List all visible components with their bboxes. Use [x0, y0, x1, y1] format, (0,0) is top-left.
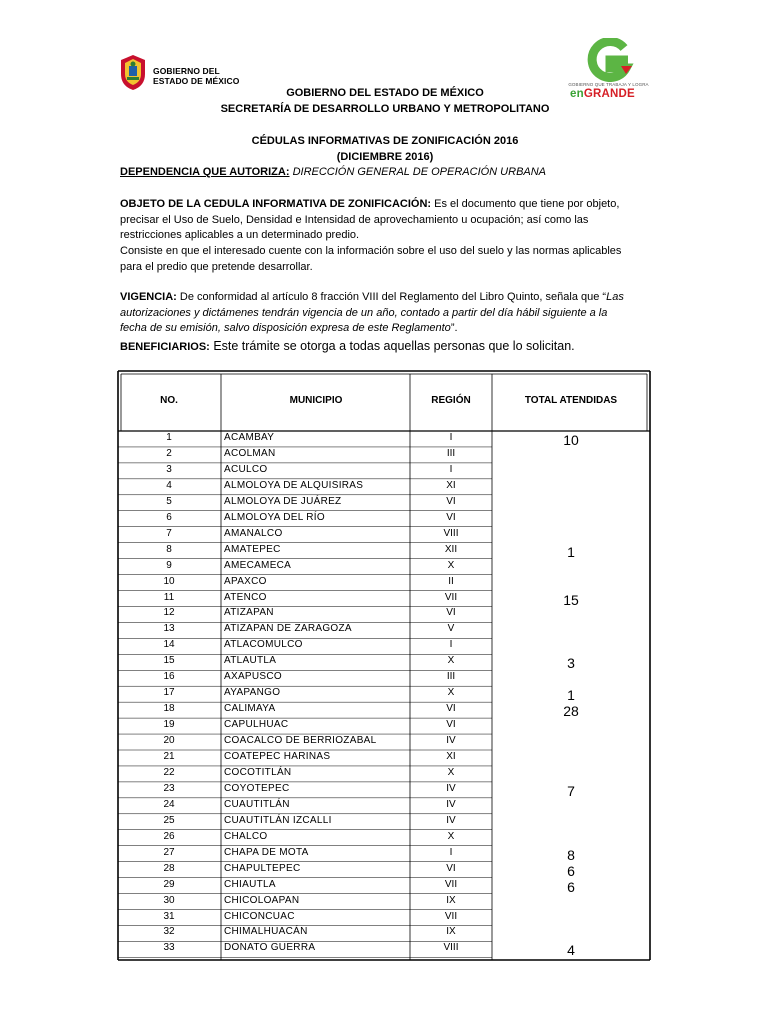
row-region: VI: [446, 719, 456, 731]
row-region: XII: [444, 543, 458, 555]
row-region: VI: [446, 607, 456, 619]
objeto-label: OBJETO DE LA CEDULA INFORMATIVA DE ZONIFICACIÓN:: [120, 198, 432, 210]
row-region: IV: [446, 735, 456, 747]
row-total: 15: [563, 591, 579, 608]
row-region: VI: [446, 511, 456, 523]
row-region: III: [446, 671, 456, 683]
row-number: 22: [163, 766, 175, 778]
dependencia-value: DIRECCIÓN GENERAL DE OPERACIÓN URBANA: [292, 166, 547, 178]
row-number: 14: [163, 639, 175, 651]
row-municipio: AMATEPEC: [224, 543, 281, 555]
header-no: NO.: [160, 395, 178, 406]
row-municipio: AMANALCO: [224, 527, 283, 539]
header-region: REGIÓN: [431, 395, 471, 406]
row-municipio: CHICOLOAPAN: [224, 894, 300, 906]
row-region: XI: [446, 479, 456, 491]
row-region: VII: [444, 910, 458, 922]
objeto-line1: [120, 197, 648, 213]
beneficiarios-line: [120, 339, 575, 353]
row-number: 32: [163, 926, 175, 938]
row-municipio: COACALCO DE BERRIOZABAL: [224, 735, 377, 747]
row-region: VII: [444, 878, 458, 890]
objeto-line3: restricciones aplicables a un determinado predio.: [120, 229, 360, 242]
row-number: 27: [163, 846, 175, 858]
row-municipio: COYOTEPEC: [224, 782, 290, 794]
objeto-line4: Consiste en que el interesado cuente con la información sobre el uso del suelo y las normas aplicables: [120, 245, 622, 258]
row-number: 16: [163, 671, 175, 683]
row-number: 17: [163, 687, 175, 699]
header-total: TOTAL ATENDIDAS: [524, 395, 618, 406]
row-total: 28: [563, 703, 579, 720]
row-municipio: ATIZAPAN DE ZARAGOZA: [224, 623, 352, 635]
row-region: IX: [446, 894, 456, 906]
row-number: 23: [163, 782, 175, 794]
row-municipio: CHALCO: [224, 830, 268, 842]
row-number: 10: [163, 575, 175, 587]
beneficiarios-label: BENEFICIARIOS:: [120, 341, 210, 353]
g-letter-icon: [566, 38, 651, 82]
row-number: 4: [166, 479, 172, 491]
row-municipio: ACOLMAN: [224, 447, 276, 459]
dependencia-line: [120, 166, 546, 178]
row-municipio: ACAMBAY: [224, 432, 275, 443]
row-number: 5: [166, 495, 172, 507]
row-region: I: [449, 432, 453, 443]
row-region: I: [449, 463, 453, 475]
gobierno-logo-text: [153, 66, 239, 86]
row-municipio: ATLACOMULCO: [224, 639, 303, 651]
row-municipio: CHAPULTEPEC: [224, 862, 301, 874]
row-total: 3: [567, 655, 575, 672]
row-number: 19: [163, 719, 175, 731]
row-municipio: AYAPANGO: [224, 687, 281, 699]
row-region: VI: [446, 495, 456, 507]
vigencia-line1-italic: Las: [606, 291, 624, 303]
row-number: 25: [163, 814, 175, 826]
objeto-line1-text: Es el documento que tiene por objeto,: [431, 198, 620, 210]
title-cedulas: CÉDULAS INFORMATIVAS DE ZONIFICACIÓN 2016: [251, 135, 519, 147]
beneficiarios-text: Este trámite se otorga a todas aquellas personas que lo solicitan.: [209, 339, 575, 353]
row-total: 8: [567, 846, 575, 863]
row-municipio: CHIMALHUACÁN: [224, 926, 308, 938]
vigencia-line2: autorizaciones y dictámenes tendrán vigencia de un año, contado a partir del día hábil siguiente a la: [120, 306, 608, 319]
row-number: 21: [163, 751, 175, 762]
row-region: X: [447, 830, 455, 842]
brand-grande: GRANDE: [583, 88, 635, 100]
vigencia-line1: [120, 290, 648, 306]
brand-en: en: [570, 88, 584, 100]
row-region: I: [449, 639, 453, 651]
engrande-slogan: GOBIERNO QUE TRABAJA Y LOGRA: [568, 82, 649, 87]
row-region: II: [448, 575, 454, 587]
row-total: 7: [567, 782, 575, 799]
row-number: 3: [166, 463, 172, 475]
coat-of-arms-icon: [118, 52, 148, 92]
vigencia-line3-end: ”.: [450, 322, 458, 335]
row-municipio: CHAPA DE MOTA: [224, 846, 309, 858]
vigencia-line3-italic: fecha de su emisión, salvo disposición expresa de este Reglamento: [120, 322, 451, 335]
row-region: III: [446, 447, 456, 459]
row-municipio: ALMOLOYA DEL RÍO: [224, 511, 325, 523]
vigencia-line3: [120, 321, 648, 337]
row-region: VII: [444, 591, 458, 603]
vigencia-label: VIGENCIA:: [120, 291, 177, 303]
row-municipio: AXAPUSCO: [224, 671, 282, 683]
row-municipio: ATLAUTLA: [224, 655, 277, 667]
gobierno-logo-line1: GOBIERNO DEL: [153, 66, 220, 76]
row-region: VI: [446, 703, 456, 715]
header-municipio: MUNICIPIO: [289, 395, 343, 406]
row-number: 24: [163, 798, 175, 810]
row-number: 2: [166, 447, 172, 459]
row-region: VIII: [443, 942, 459, 954]
row-number: 28: [163, 862, 175, 874]
row-number: 33: [163, 942, 175, 954]
objeto-line5: para el predio que pretende desarrollar.: [120, 260, 313, 273]
row-region: X: [447, 655, 455, 667]
row-number: 18: [163, 703, 175, 715]
row-total: 1: [567, 687, 575, 704]
row-municipio: CHIAUTLA: [224, 878, 276, 890]
row-total: 1: [567, 543, 575, 560]
row-region: X: [447, 766, 455, 778]
row-region: X: [447, 559, 455, 571]
row-region: IV: [446, 814, 456, 826]
row-municipio: CUAUTITLÁN: [224, 798, 290, 810]
gobierno-logo-line2: ESTADO DE MÉXICO: [153, 76, 240, 86]
title-date: (DICIEMBRE 2016): [336, 151, 434, 163]
row-number: 20: [163, 735, 175, 747]
row-number: 7: [166, 527, 172, 539]
title-gobierno: GOBIERNO DEL ESTADO DE MÉXICO: [286, 87, 484, 99]
row-number: 26: [163, 830, 175, 842]
row-number: 8: [166, 543, 172, 555]
row-region: VIII: [443, 527, 459, 539]
row-region: X: [447, 687, 455, 699]
row-number: 9: [166, 559, 172, 571]
row-region: I: [449, 846, 453, 858]
row-region: IX: [446, 926, 456, 938]
row-total: 6: [567, 878, 575, 895]
row-municipio: DONATO GUERRA: [224, 942, 316, 954]
row-region: VI: [446, 862, 456, 874]
row-municipio: ATIZAPAN: [224, 607, 274, 619]
row-number: 30: [163, 894, 175, 906]
row-municipio: ACULCO: [224, 463, 268, 475]
row-number: 15: [163, 655, 175, 667]
row-total: 4: [567, 942, 575, 959]
row-municipio: ALMOLOYA DE ALQUISIRAS: [224, 479, 364, 491]
row-number: 1: [166, 432, 172, 443]
row-municipio: CALIMAYA: [224, 703, 276, 715]
row-municipio: APAXCO: [224, 575, 267, 587]
row-region: IV: [446, 782, 456, 794]
row-region: XI: [446, 751, 456, 762]
row-municipio: COCOTITLÁN: [224, 766, 292, 778]
row-municipio: ATENCO: [224, 591, 267, 603]
row-total: 10: [563, 432, 579, 448]
row-municipio: CAPULHUAC: [224, 719, 289, 731]
row-region: IV: [446, 798, 456, 810]
row-total: 6: [567, 862, 575, 879]
row-municipio: CHICONCUAC: [224, 910, 295, 922]
dependencia-label: DEPENDENCIA QUE AUTORIZA:: [120, 166, 290, 178]
row-municipio: CUAUTITLÁN IZCALLI: [224, 814, 332, 826]
row-municipio: COATEPEC HARINAS: [224, 751, 331, 762]
row-municipio: ALMOLOYA DE JUÁREZ: [224, 495, 342, 507]
row-number: 29: [163, 878, 175, 890]
objeto-line2: precisar el Uso de Suelo, Densidad e Intensidad de aprovechamiento u ocupación; así como las: [120, 213, 589, 226]
row-municipio: AMECAMECA: [224, 559, 292, 571]
title-secretaria: SECRETARÍA DE DESARROLLO URBANO Y METROPOLITANO: [220, 103, 550, 115]
row-number: 13: [163, 623, 175, 635]
row-number: 11: [163, 591, 175, 603]
row-number: 12: [163, 607, 175, 619]
objeto-paragraph: [120, 197, 648, 276]
row-region: V: [447, 623, 455, 635]
vigencia-paragraph: [120, 290, 648, 337]
row-number: 31: [163, 910, 175, 922]
row-number: 6: [166, 511, 172, 523]
vigencia-line1-text: De conformidad al artículo 8 fracción VIII del Reglamento del Libro Quinto, señala que “: [176, 291, 607, 303]
